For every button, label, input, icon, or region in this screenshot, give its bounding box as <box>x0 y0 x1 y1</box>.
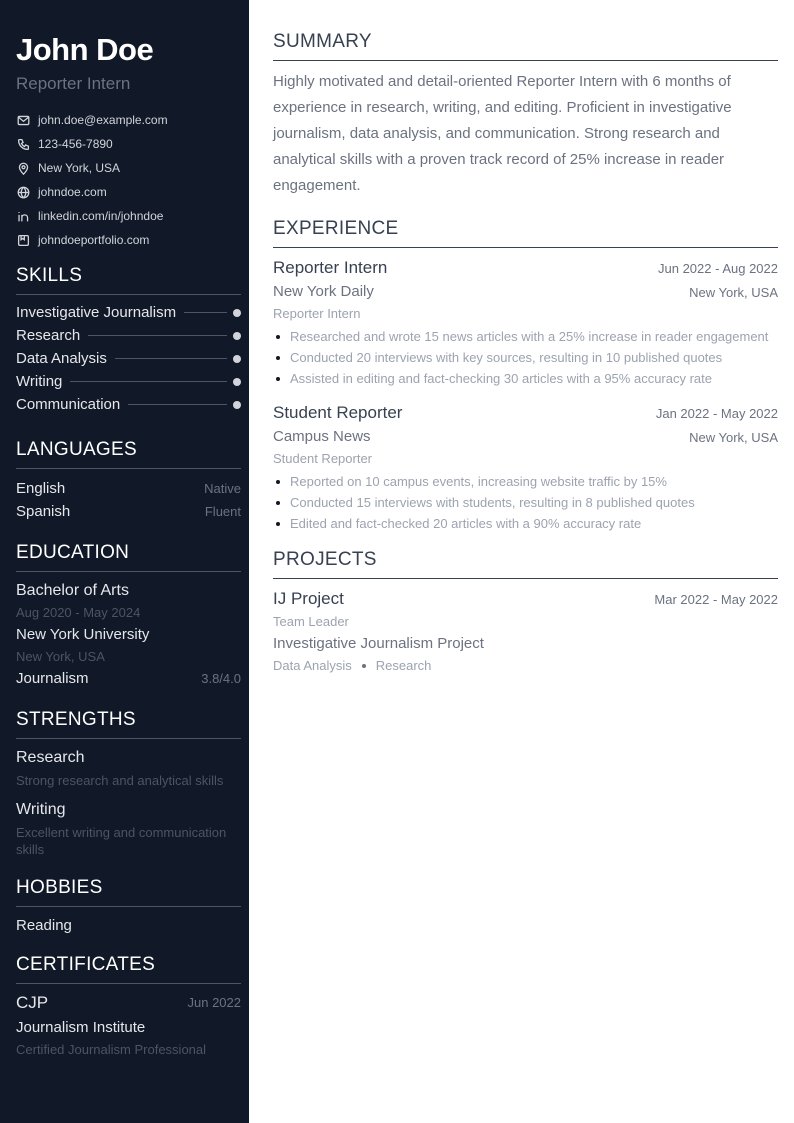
skill-leader-line <box>128 404 227 405</box>
contact-website-text: johndoe.com <box>38 185 107 199</box>
main-content <box>273 30 778 677</box>
contact-portfolio-text: johndoeportfolio.com <box>38 233 150 247</box>
skill-label: Writing <box>16 373 63 390</box>
project-tags <box>273 655 778 677</box>
certificate-issuer: Journalism Institute <box>16 1019 146 1036</box>
skill-item <box>16 393 241 416</box>
job-position: Reporter Intern <box>273 306 361 321</box>
sidebar <box>0 0 249 1123</box>
certificate-description: Certified Journalism Professional <box>16 1042 207 1057</box>
contact-location-text: New York, USA <box>38 161 121 175</box>
candidate-name: John Doe <box>16 32 154 67</box>
contact-website[interactable] <box>16 180 241 204</box>
project-tag: Data Analysis <box>273 658 352 673</box>
project-tag: Research <box>375 658 432 673</box>
education-location: New York, USA <box>16 649 105 664</box>
contact-linkedin-text: linkedin.com/in/johndoe <box>38 209 164 223</box>
job-title: Student Reporter <box>273 403 403 422</box>
skill-leader-line <box>184 312 227 313</box>
summary-text: Highly motivated and detail-oriented Reporter Intern with 6 months of experience in research, writing, and editing. Proficient in investigative journalism, data analysis, and communication. Strong research and analytical skills with a proven track record of 25% increase in reader engagement. <box>273 73 732 194</box>
contact-email[interactable] <box>16 108 241 132</box>
hobbies-heading: HOBBIES <box>16 876 241 907</box>
globe-icon <box>16 185 30 199</box>
skill-label: Investigative Journalism <box>16 304 177 321</box>
strength-description: Strong research and analytical skills <box>16 773 224 788</box>
certificate-date: Jun 2022 <box>187 995 241 1010</box>
language-item <box>16 500 241 523</box>
experience-entry <box>273 256 778 387</box>
skill-item <box>16 301 241 324</box>
skill-label: Research <box>16 327 81 344</box>
job-bullet: Researched and wrote 15 news articles with a 25% increase in reader engagement <box>273 328 778 345</box>
certificate-entry <box>16 992 241 1061</box>
skills-heading: SKILLS <box>16 264 241 295</box>
job-title-row <box>273 401 778 425</box>
skill-item <box>16 324 241 347</box>
project-dates: Mar 2022 - May 2022 <box>654 591 778 607</box>
job-company-row <box>273 425 778 449</box>
phone-icon <box>16 137 30 151</box>
education-heading: EDUCATION <box>16 541 241 572</box>
strength-description: Excellent writing and communication skills <box>16 825 227 857</box>
skill-item <box>16 347 241 370</box>
language-level: Fluent <box>204 504 241 519</box>
job-location: New York, USA <box>689 429 778 445</box>
job-company: New York Daily <box>273 283 374 300</box>
strength-item <box>16 799 241 858</box>
contact-linkedin[interactable] <box>16 204 241 228</box>
strength-title: Writing <box>16 801 66 818</box>
project-entry <box>273 587 778 677</box>
skill-item <box>16 370 241 393</box>
job-bullet: Conducted 20 interviews with key sources, resulting in 10 published quotes <box>273 349 778 366</box>
project-description: Investigative Journalism Project <box>273 635 484 652</box>
skill-dot <box>233 332 241 340</box>
contact-phone-text: 123-456-7890 <box>38 137 113 151</box>
candidate-role: Reporter Intern <box>16 74 131 93</box>
skill-leader-line <box>88 335 227 336</box>
job-bullet: Edited and fact-checked 20 articles with a 90% accuracy rate <box>273 515 778 532</box>
job-position: Student Reporter <box>273 451 373 466</box>
job-bullet: Assisted in editing and fact-checking 30 articles with a 95% accuracy rate <box>273 370 778 387</box>
skill-dot <box>233 309 241 317</box>
strengths-heading: STRENGTHS <box>16 708 241 739</box>
skill-dot <box>233 378 241 386</box>
language-name: Spanish <box>16 503 71 520</box>
hobby-item: Reading <box>16 917 72 934</box>
education-dates: Aug 2020 - May 2024 <box>16 605 141 620</box>
skills-list <box>16 301 241 416</box>
languages-list <box>16 477 241 523</box>
certificate-title: CJP <box>16 993 49 1012</box>
certificate-title-row <box>16 992 241 1014</box>
skill-leader-line <box>115 358 227 359</box>
languages-heading: LANGUAGES <box>16 438 241 469</box>
strength-title: Research <box>16 749 85 766</box>
language-name: English <box>16 480 66 497</box>
education-field-row <box>16 668 241 690</box>
summary-heading: SUMMARY <box>273 30 778 61</box>
skill-leader-line <box>70 381 227 382</box>
tag-separator <box>362 664 366 668</box>
project-title: IJ Project <box>273 589 344 608</box>
skill-label: Communication <box>16 396 121 413</box>
job-location: New York, USA <box>689 284 778 300</box>
language-item <box>16 477 241 500</box>
contact-portfolio[interactable] <box>16 228 241 252</box>
experience-entry <box>273 401 778 532</box>
job-dates: Jan 2022 - May 2022 <box>655 405 778 421</box>
skill-dot <box>233 401 241 409</box>
projects-heading: PROJECTS <box>273 548 778 579</box>
project-role: Team Leader <box>273 614 349 629</box>
education-gpa: 3.8/4.0 <box>201 671 241 686</box>
education-entry <box>16 580 241 690</box>
location-icon <box>16 161 30 175</box>
education-degree: Bachelor of Arts <box>16 582 129 599</box>
certificates-heading: CERTIFICATES <box>16 953 241 984</box>
skill-dot <box>233 355 241 363</box>
linkedin-icon <box>16 209 30 223</box>
job-company: Campus News <box>273 428 371 445</box>
job-title: Reporter Intern <box>273 258 388 277</box>
education-school: New York University <box>16 626 150 643</box>
contact-phone[interactable] <box>16 132 241 156</box>
job-bullet: Conducted 15 interviews with students, resulting in 8 published quotes <box>273 494 778 511</box>
language-level: Native <box>204 481 241 496</box>
job-bullet: Reported on 10 campus events, increasing website traffic by 15% <box>273 473 778 490</box>
job-bullets <box>273 473 778 532</box>
contact-location <box>16 156 241 180</box>
email-icon <box>16 113 30 127</box>
skill-label: Data Analysis <box>16 350 107 367</box>
project-title-row <box>273 587 778 611</box>
contact-email-text: john.doe@example.com <box>38 113 168 127</box>
experience-heading: EXPERIENCE <box>273 217 778 248</box>
job-company-row <box>273 280 778 304</box>
education-field: Journalism <box>16 670 89 687</box>
job-title-row <box>273 256 778 280</box>
portfolio-icon <box>16 233 30 247</box>
strength-item <box>16 747 241 789</box>
job-dates: Jun 2022 - Aug 2022 <box>658 260 778 276</box>
job-bullets <box>273 328 778 387</box>
contact-list <box>16 108 241 252</box>
